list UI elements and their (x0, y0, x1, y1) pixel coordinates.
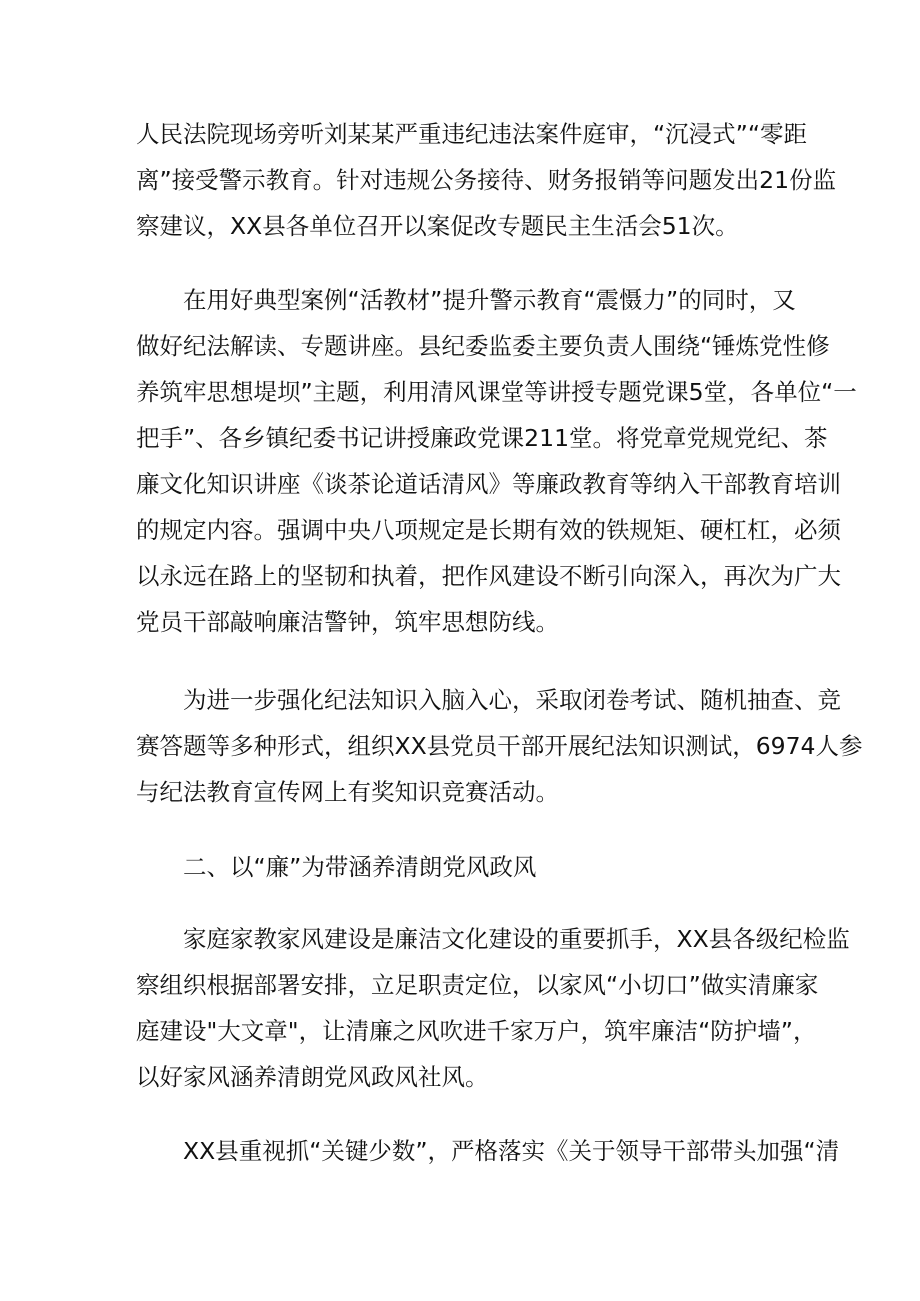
text-line: 赛答题等多种形式，组织XX县党员干部开展纪法知识测试，6974人参 (136, 732, 863, 760)
text-line: 以永远在路上的坚韧和执着，把作风建设不断引向深入，再次为广大 (136, 562, 841, 590)
text-line: 廉文化知识讲座《谈茶论道话清风》等廉政教育等纳入干部教育培训 (136, 470, 841, 498)
text-line: 做好纪法解读、专题讲座。县纪委监委主要负责人围绕“锤炼党性修 (136, 332, 830, 360)
text-line: 人民法院现场旁听刘某某严重违纪违法案件庭审，“沉浸式”“零距 (136, 120, 808, 148)
text-line: 党员干部敲响廉洁警钟，筑牢思想防线。 (136, 608, 559, 636)
text-line: 在用好典型案例“活教材”提升警示教育“震慑力”的同时，又 (183, 286, 796, 314)
text-line: 家庭家教家风建设是廉洁文化建设的重要抓手，XX县各级纪检监 (183, 925, 850, 953)
text-line: 为进一步强化纪法知识入脑入心，采取闭卷考试、随机抽查、竞 (183, 686, 841, 714)
text-line: 与纪法教育宣传网上有奖知识竞赛活动。 (136, 778, 559, 806)
text-line: 以好家风涵养清朗党风政风社风。 (136, 1063, 489, 1091)
text-line: 察建议，XX县各单位召开以案促改专题民主生活会51次。 (136, 212, 739, 240)
text-line: 把手”、各乡镇纪委书记讲授廉政党课211堂。将党章党规党纪、茶 (136, 424, 828, 452)
text-line: XX县重视抓“关键少数”，严格落实《关于领导干部带头加强“清 (183, 1137, 840, 1165)
text-line: 察组织根据部署安排，立足职责定位，以家风“小切口”做实清廉家 (136, 971, 819, 999)
text-line: 养筑牢思想堤坝”主题，利用清风课堂等讲授专题党课5堂，各单位“一 (136, 378, 857, 406)
text-line: 庭建设"大文章"，让清廉之风吹进千家万户，筑牢廉洁“防护墙”， (136, 1017, 817, 1045)
text-line: 的规定内容。强调中央八项规定是长期有效的铁规矩、硬杠杠，必须 (136, 516, 841, 544)
text-line: 离”接受警示教育。针对违规公务接待、财务报销等问题发出21份监 (136, 166, 837, 194)
section-heading: 二、以“廉”为带涵养清朗党风政风 (183, 853, 537, 881)
